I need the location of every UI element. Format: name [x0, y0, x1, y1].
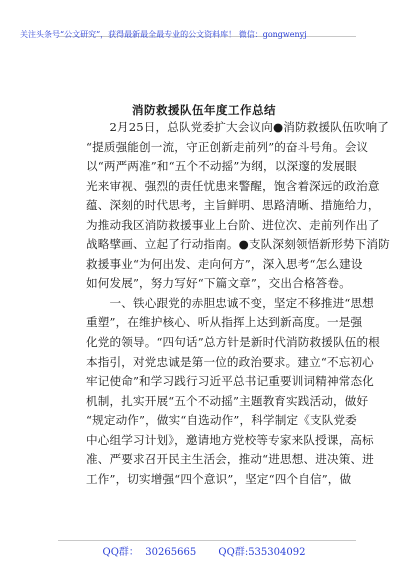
document-body — [86, 118, 390, 489]
body-line: 中心组学习计划》，邀请地方党校等专家来队授课，高标 — [86, 432, 374, 447]
body-line: 重塑”，在维护核心、听从指挥上达到新高度。一是强 — [86, 315, 363, 330]
body-line: 如何发展”，努力写好“下篇文章”，交出合格答卷。 — [86, 276, 351, 291]
body-line: 以“两严两准”和“五个不动摇”为纲，以深邃的发展眼 — [86, 159, 357, 174]
document-title: 消防救援队伍年度工作总结 — [132, 103, 276, 117]
page-footer — [58, 540, 356, 542]
body-line: 一、铁心跟党的赤胆忠诚不变，坚定不移推进“思想 — [86, 295, 374, 310]
body-line: 战略擘画、立起了行动指南。●支队深刻领悟新形势下消防 — [86, 237, 390, 252]
footer-qq-groups: QQ群： 30265665 QQ群:535304092 — [102, 547, 306, 558]
body-line: 准、严要求召开民主生活会，推动“进思想、进决策、进 — [86, 452, 374, 467]
body-line: “提质强能创一流，守正创新走前列”的奋斗号角。会议 — [86, 139, 369, 154]
body-line: 光来审视、强烈的责任忧患来警醒，饱含着深远的政治意 — [86, 178, 380, 193]
body-line: 为推动我区消防救援事业上台阶、进位次、走前列作出了 — [86, 217, 380, 232]
body-line: 工作”，切实增强“四个意识”，坚定“四个自信”，做 — [86, 471, 352, 486]
body-line: 救援事业“为何出发、走向何方”，深入思考“怎么建设 — [86, 256, 363, 271]
body-line: 机制，扎实开展“五个不动摇”主题教育实践活动，做好 — [86, 393, 369, 408]
body-line: 蕴、深刻的时代思考，主旨鲜明、思路清晰、措施给力， — [86, 198, 380, 213]
body-line: 牢记使命”和学习践行习近平总书记重要训词精神常态化 — [86, 374, 374, 389]
header-promo-text: 关注头条号“公文研究”，获得最新最全最专业的公文资料库！ 微信：gongwenyj — [20, 30, 307, 39]
body-line: 2月25日，总队党委扩大会议向●消防救援队伍吹响了 — [86, 120, 389, 134]
body-line: 本指引，对党忠诚是第一位的政治要求。建立“不忘初心 — [86, 354, 374, 369]
body-line: 化党的领导。“四句话”总方针是新时代消防救援队伍的根 — [86, 335, 381, 350]
body-line: “规定动作”，做实“自选动作”，科学制定《支队党委 — [86, 413, 357, 428]
